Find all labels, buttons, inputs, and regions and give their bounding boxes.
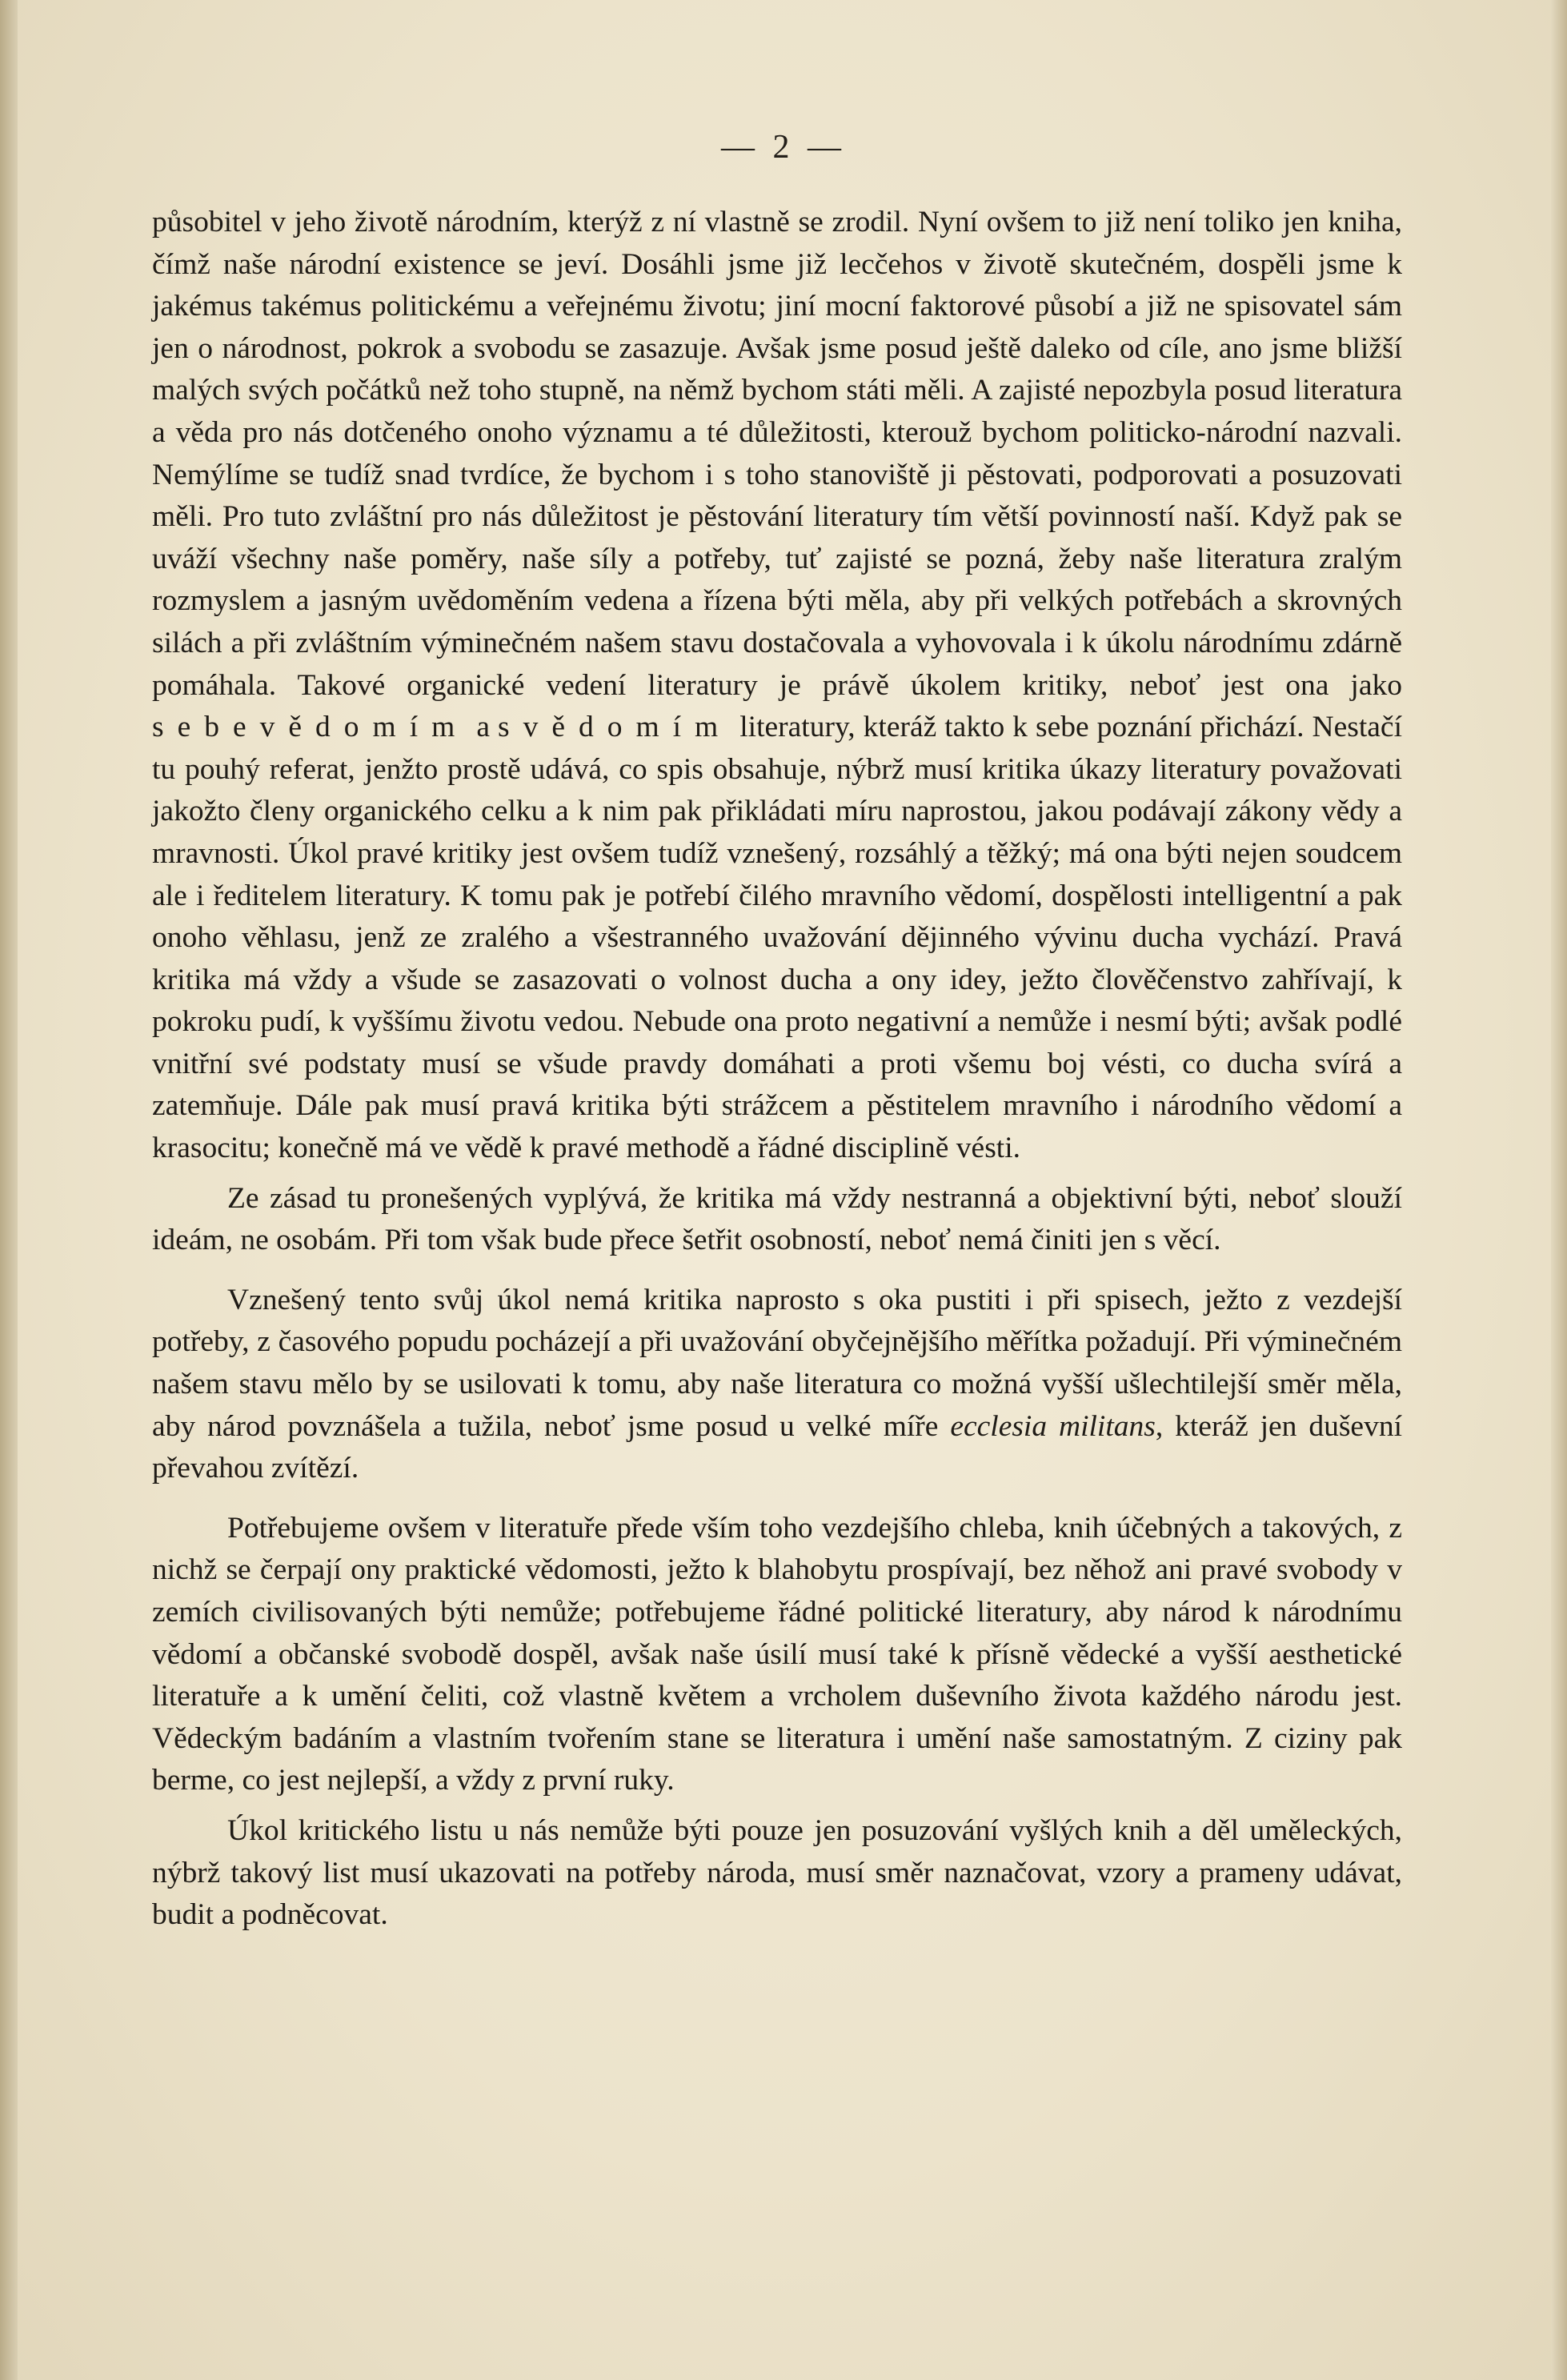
paragraph-3-text-before: Vznešený tento svůj úkol nemá kritika naprosto s oka pustiti i při spisech, ježto z vezdejší potřeby, z časového popudu pocházejí a při uvažování obyčejnějšího měřítka požadují. Při výminečném našem stavu mělo by se usilovati k tomu, aby naše literatura co možná vyšší ušlechtilejší směr měla, aby národ povznášela a tužila, neboť jsme posud u velké míře [152, 1283, 1402, 1443]
paragraph-1-mid: a [468, 711, 498, 744]
page-edge-left [0, 0, 18, 2380]
paragraph-1-text-before: působitel v jeho životě národním, kterýž z ní vlastně se zrodil. Nyní ovšem to již není toliko jen kniha, čímž naše národní existence se jeví. Dosáhli jsme již lecčehos v životě skutečném, dospěli jsme k jakémus takémus politickému a veřejnému životu; jiní mocní faktorové působí a již ne spisovatel sám jen o národnost, pokrok a svobodu se zasazuje. Avšak jsme posud ještě daleko od cíle, ano jsme bližší malých svých počátků než toho stupně, na němž bychom státi měli. A zajisté nepozbyla posud literatura a věda pro nás dotčeného onoho významu a té důležitosti, kterouž bychom politicko-národní nazvali. Nemýlíme se tudíž snad tvrdíce, že bychom i s toho stanoviště ji pěstovati, podporovati a posuzovati měli. Pro tuto zvláštní pro nás důležitost je pěstování literatury tím větší povinností naší. Když pak se uváží všechny naše poměry, naše síly a potřeby, tuť zajisté se pozná, žeby naše literatura zralým rozmyslem a jasným uvědoměním vedena a řízena býti měla, aby při velkých potřebách a skrovných silách a při zvláštním výminečném našem stavu dostačovala a vyhovovala i k úkolu národnímu zdárně pomáhala. Takové organické vedení literatury je právě úkolem kritiky, neboť jest ona jako [152, 206, 1402, 702]
paragraph-1-text-after: literatury, kteráž takto k sebe poznání přichází. Nestačí tu pouhý referat, jenžto prostě udává, co spis obsahuje, nýbrž musí kritika úkazy literatury považovati jakožto členy organického celku a k nim pak přikládati míru naprostou, jakou podávají zákony vědy a mravnosti. Úkol pravé kritiky jest ovšem tudíž vznešený, rozsáhlý a těžký; má ona býti nejen soudcem ale i ředitelem literatury. K tomu pak je potřebí čilého mravního vědomí, dospělosti intelligentní a pak onoho věhlasu, jenž ze zralého a všestranného uvažování dějinného vývinu ducha vychází. Pravá kritika má vždy a všude se zasazovati o volnost ducha a ony idey, ježto člověčenstvo zahřívají, k pokroku pudí, k vyššímu životu vedou. Nebude ona proto negativní a nemůže i nesmí býti; avšak podlé vnitřní své podstaty musí se všude pravdy domáhati a proti všemu boj vésti, co ducha svírá a zatemňuje. Dále pak musí pravá kritika býti strážcem a pěstitelem mravního i národního vědomí a krasocitu; konečně má ve vědě k pravé methodě a řádné disciplině vésti. [152, 711, 1402, 1165]
paragraph-2: Ze zásad tu pronešených vyplývá, že kritika má vždy nestranná a objektivní býti, neboť slouží ideám, ne osobám. Při tom však bude přece šetřit osobností, neboť nemá činiti jen s věcí. [152, 1181, 1402, 1257]
spaced-word-sebevedomim: sebevědomím [152, 711, 469, 744]
body-text [152, 202, 1402, 1937]
spaced-word-svedomim: svědomím [497, 711, 732, 744]
page-number: — 2 — [721, 129, 846, 166]
paragraph-5: Úkol kritického listu u nás nemůže býti pouze jen posuzování vyšlých knih a děl uměleckých, nýbrž takový list musí ukazovati na potřeby národa, musí směr naznačovat, vzory a prameny udávat, budit a podněcovat. [152, 1813, 1402, 1932]
paragraph-3 [152, 1280, 1402, 1490]
page-edge-right [1551, 0, 1567, 2380]
italic-phrase: ecclesia militans [950, 1409, 1156, 1443]
paragraph-1 [152, 202, 1402, 1170]
paragraph-4: Potřebujeme ovšem v literatuře přede vším toho vezdejšího chleba, knih účebných a takových, z nichž se čerpají ony praktické vědomosti, ježto k blahobytu prospívají, bez něhož ani pravé svobody v zemích civilisovaných býti nemůže; potřebujeme řádné politické literatury, aby národ k národnímu vědomí a občanské svobodě dospěl, avšak naše úsilí musí také k přísně vědecké a vyšší aesthetické literatuře a k umění čeliti, což vlastně květem a vrcholem duševního života každého národu jest. Vědeckým badáním a vlastním tvořením stane se literatura i umění naše samostatným. Z ciziny pak berme, co jest nejlepší, a vždy z první ruky. [152, 1511, 1402, 1797]
paragraph-3-text-after: , kteráž jen duševní převahou zvítězí. [152, 1409, 1402, 1485]
